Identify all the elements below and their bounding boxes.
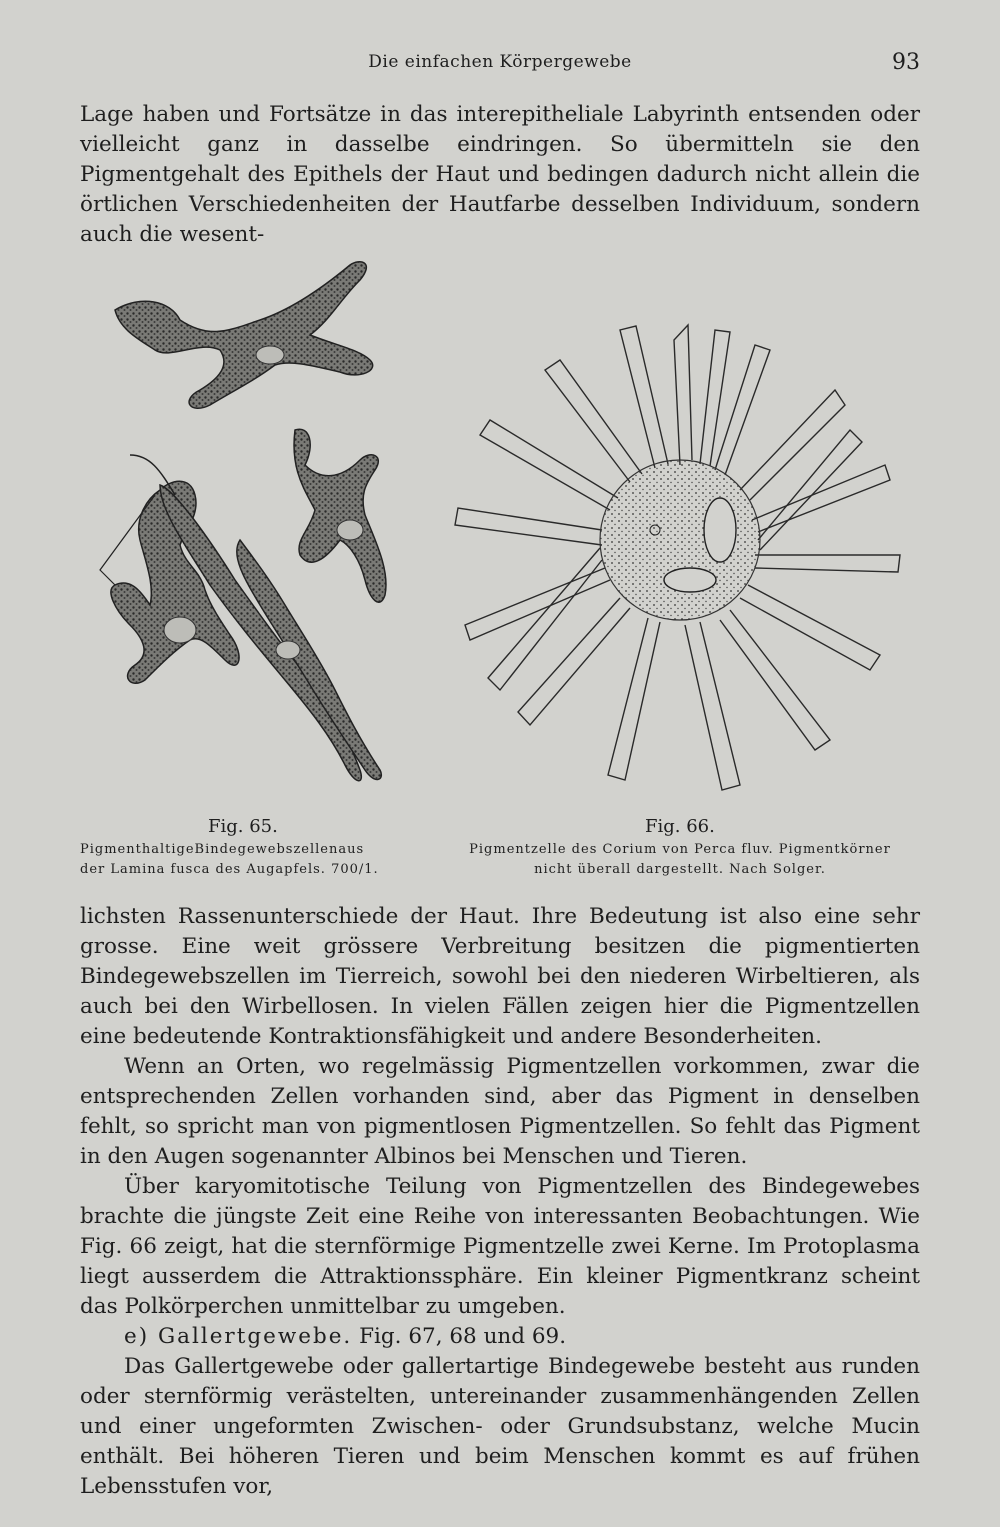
fig66-caption-line2: nicht überall dargestellt. Nach Solger. bbox=[534, 862, 826, 877]
body-text bbox=[80, 902, 920, 1502]
section-label: e) Gallertgewebe. bbox=[124, 1324, 353, 1349]
running-header bbox=[80, 52, 920, 82]
body-paragraph-3: Über karyomitotische Teilung von Pigmentzellen des Bindegewebes brachte die jüngste Zeit eine Reihe von interessanten Beobachtungen. Wie Fig. 66 zeigt, hat die sternförmige Pigmentzelle zwei Kerne. Im Protoplasma liegt ausserdem die Attraktionssphäre. Ein kleiner Pigmentkranz scheint das Polkörperchen unmittelbar zu umgeben. bbox=[80, 1174, 920, 1319]
section-heading bbox=[80, 1322, 920, 1352]
top-paragraph-text: Lage haben und Fortsätze in das interepitheliale Labyrinth entsenden oder vielleicht ganz in dasselbe eindringen. So übermitteln sie den Pigmentgehalt des Epithels der Haut und bedingen dadurch nicht allein die örtlichen Verschiedenheiten der Hautfarbe desselben Individuum, sondern auch die wesent- bbox=[80, 102, 920, 247]
body-paragraph-2: Wenn an Orten, wo regelmässig Pigmentzellen vorkommen, zwar die entsprechenden Zellen vorhanden sind, aber das Pigment in denselben fehlt, so spricht man von pigmentlosen Pigmentzellen. So fehlt das Pigment in den Augen sogenannter Albinos bei Menschen und Tieren. bbox=[80, 1054, 920, 1169]
fig66-caption bbox=[440, 840, 920, 880]
figure-area bbox=[60, 240, 940, 810]
fig65-caption-line2: der Lamina fusca des Augapfels. 700/1. bbox=[80, 862, 379, 877]
section-refs: Fig. 67, 68 und 69. bbox=[359, 1324, 567, 1349]
fig65-caption-line1: PigmenthaltigeBindegewebszellenaus bbox=[80, 842, 365, 857]
fig66-label: Fig. 66. bbox=[645, 816, 715, 837]
fig66-caption-line1: Pigmentzelle des Corium von Perca fluv. Pigmentkörner bbox=[469, 842, 891, 857]
fig65-caption bbox=[80, 840, 450, 880]
page-number: 93 bbox=[892, 50, 920, 75]
top-paragraph bbox=[80, 100, 920, 250]
body-paragraph-1: lichsten Rassenunterschiede der Haut. Ihre Bedeutung ist also eine sehr grosse. Eine weit grössere Verbreitung besitzen die pigmentierten Bindegewebszellen im Tierreich, sowohl bei den niederen Wirbeltieren, als auch bei den Wirbellosen. In vielen Fällen zeigen hier die Pigmentzellen eine bedeutende Kontraktionsfähigkeit und andere Besonderheiten. bbox=[80, 904, 920, 1049]
fig66-drawing bbox=[455, 325, 900, 790]
header-title: Die einfachen Körpergewebe bbox=[368, 52, 632, 72]
figures-illustration bbox=[60, 240, 940, 810]
body-paragraph-4: Das Gallertgewebe oder gallertartige Bindegewebe besteht aus runden oder sternförmig verästelten, untereinander zusammenhängenden Zellen und einer ungeformten Zwischen- oder Grundsubstanz, welche Mucin enthält. Bei höheren Tieren und beim Menschen kommt es auf frühen Lebensstufen vor, bbox=[80, 1354, 920, 1499]
fig65-label: Fig. 65. bbox=[208, 816, 278, 837]
fig65-drawing bbox=[100, 262, 386, 781]
